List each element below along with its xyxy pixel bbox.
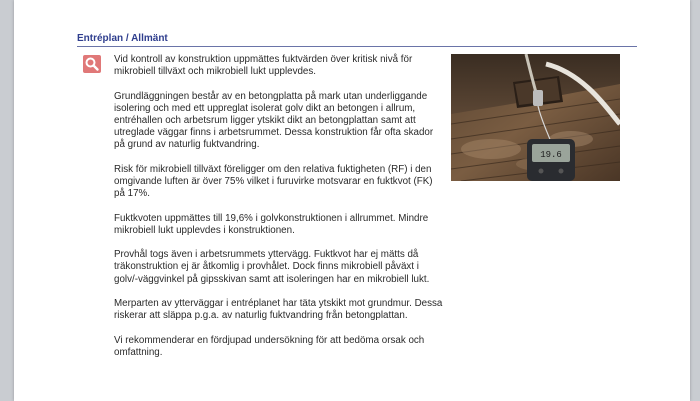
paragraph-recommendation: Vi rekommenderar en fördjupad undersökning för att bedöma orsak och omfattning. xyxy=(114,334,425,358)
paragraph-risk: Risk för mikrobiell tillväxt föreligger om den relativa fuktigheten (RF) i den omgivande luften är över 75% vilket i furuvirke motsvarar en fuktkvot (FK) på 17%. xyxy=(114,163,433,200)
paragraph-exterior-walls: Merparten av ytterväggar i entréplanet har täta ytskikt mot grundmur. Dessa riskerar att släppa p.g.a. av naturlig fuktvandring från betongplattan. xyxy=(114,297,443,322)
header-divider xyxy=(77,46,637,47)
paragraph-test-hole: Provhål togs även i arbetsrummets yttervägg. Fuktkvot har ej mätts då träkonstruktion ej är åtkomlig i provhålet. Dock finns mikrobiell påväxt i golv/-väggvinkel på gipsskivan samt att isoleringen har en mikrobiell lukt. xyxy=(114,249,430,285)
report-body xyxy=(114,54,444,371)
paragraph-intro: Vid kontroll av konstruktion uppmättes fuktvärden över kritisk nivå för mikrobiell tillväxt och mikrobiell lukt upplevdes. xyxy=(114,54,413,78)
section-title: Entréplan / Allmänt xyxy=(77,33,168,44)
report-page xyxy=(14,0,690,401)
meter-reading: 19.6 xyxy=(540,150,562,160)
search-icon xyxy=(83,55,101,73)
moisture-measurement-photo xyxy=(451,54,620,181)
paragraph-measurement: Fuktkvoten uppmättes till 19,6% i golvkonstruktionen i allrummet. Mindre mikrobiell lukt upplevdes i konstruktionen. xyxy=(114,212,429,236)
paragraph-foundation: Grundläggningen består av en betongplatta på mark utan underliggande isolering och med ett uppreglat isolerat golv dikt an betongen i allrum, entréhallen och arbetsrum ligger ytskikt dikt an betongplattan samt att utreglade väggar finns i arbetsrummet. Dessa konstruktion får ofta skador på grund av naturlig fuktvandring. xyxy=(114,90,434,151)
